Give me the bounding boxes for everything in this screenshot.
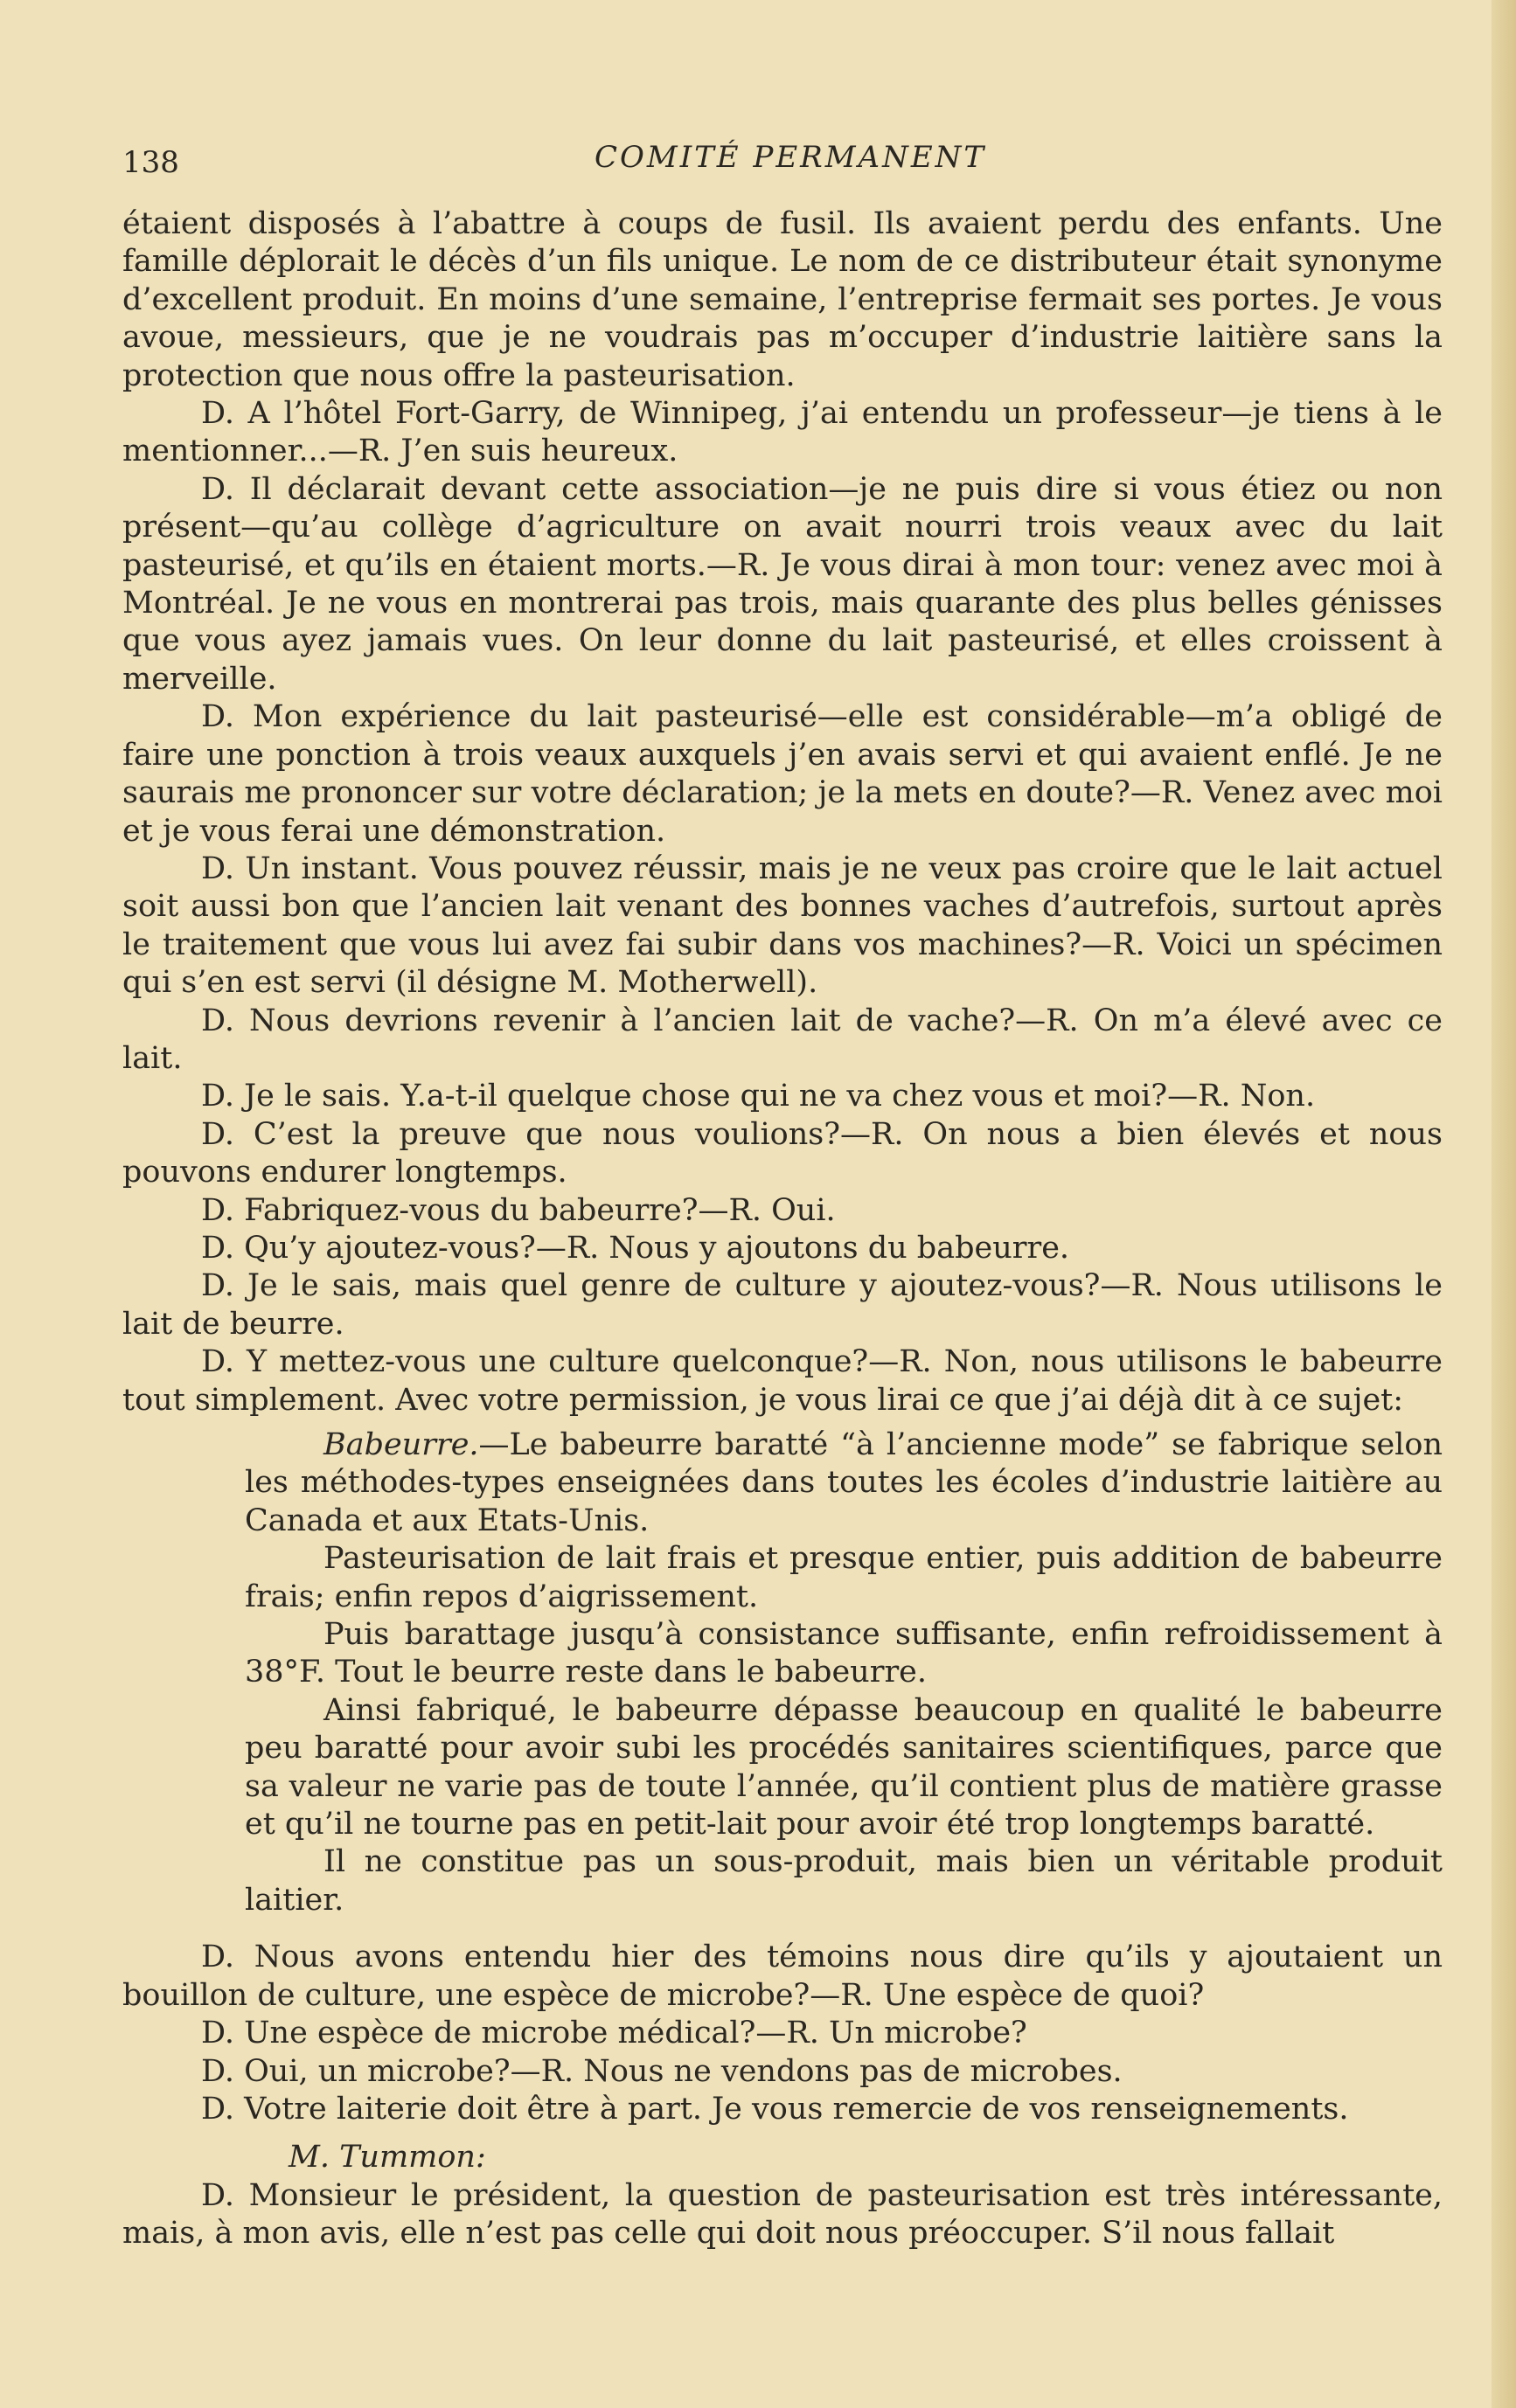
paragraph: D. Nous avons entendu hier des témoins nous dire qu’ils y ajoutaient un bouillon de culture, une espèce de microbe?—R. Une espèce de quoi? (122, 1940, 1443, 2013)
paragraph: D. Je le sais. Y.a-t-il quelque chose qui ne va chez vous et moi?—R. Non. (201, 1079, 1316, 1114)
paragraph: D. Nous devrions revenir à l’ancien lait de vache?—R. On m’a élevé avec ce lait. (122, 1003, 1443, 1076)
paragraph: D. Oui, un microbe?—R. Nous ne vendons pas de microbes. (201, 2053, 1123, 2089)
page-edge (1492, 0, 1516, 2408)
page-number: 138 (122, 145, 179, 180)
quote-paragraph: Il ne constitue pas un sous-produit, mais bien un véritable produit laitier. (245, 1844, 1443, 1918)
quote-paragraph: Ainsi fabriqué, le babeurre dépasse beaucoup en qualité le babeurre peu baratté pour avoir subi les procédés sanitaires scientifiques, parce que sa valeur ne varie pas de toute l’année, qu’il contient plus de matière grasse et qu’il ne tourne pas en petit-lait pour avoir été trop longtemps baratté. (245, 1692, 1443, 1842)
page-header (122, 140, 1451, 184)
quote-paragraph: Pasteurisation de lait frais et presque entier, puis addition de babeurre frais; enfin repos d’aigrissement. (245, 1541, 1443, 1614)
quote-paragraph (245, 1426, 1443, 1540)
quote-first-text: —Le babeurre baratté “à l’ancienne mode” se fabrique selon les méthodes-types enseignées dans toutes les écoles d’industrie laitière au Canada et aux Etats-Unis. (245, 1427, 1443, 1538)
paragraph: étaient disposés à l’abattre à coups de fusil. Ils avaient perdu des enfants. Une famille déplorait le décès d’un fils unique. Le nom de ce distributeur était synonyme d’excellent produit. En moins d’une semaine, l’entreprise fermait ses portes. Je vous avoue, messieurs, que je ne voudrais pas m’occuper d’industrie laitière sans la protection que nous offre la pasteurisation. (122, 206, 1443, 393)
paragraph: D. Votre laiterie doit être à part. Je vous remercie de vos renseignements. (201, 2091, 1349, 2127)
quote-paragraph: Puis barattage jusqu’à consistance suffisante, enfin refroidissement à 38°F. Tout le beurre reste dans le babeurre. (245, 1617, 1443, 1690)
speaker-label: M. Tummon: (289, 2140, 486, 2176)
block-quote (122, 1426, 1443, 1919)
paragraph: D. Une espèce de microbe médical?—R. Un microbe? (201, 2016, 1027, 2051)
paragraph: D. Un instant. Vous pouvez réussir, mais je ne veux pas croire que le lait actuel soit aussi bon que l’ancien lait venant des bonnes vaches d’autrefois, surtout après le traitement que vous lui avez fai subir dans vos machines?—R. Voici un spécimen qui s’en est servi (il désigne M. Motherwell). (122, 850, 1443, 1001)
paragraph: D. Mon expérience du lait pasteurisé—elle est considérable—m’a obligé de faire une ponction à trois veaux auxquels j’en avais servi et qui avaient enflé. Je ne saurais me prononcer sur votre déclaration; je la mets en doute?—R. Venez avec moi et je vous ferai une démonstration. (122, 699, 1443, 849)
paragraph: D. C’est la preuve que nous voulions?—R. On nous a bien élevés et nous pouvons endurer longtemps. (122, 1116, 1443, 1190)
paragraph: D. Il déclarait devant cette association—je ne puis dire si vous étiez ou non présent—qu’au collège d’agriculture on avait nourri trois veaux avec du lait pasteurisé, et qu’ils en étaient morts.—R. Je vous dirai à mon tour: venez avec moi à Montréal. Je ne vous en montrerai pas trois, mais quarante des plus belles génisses que vous ayez jamais vues. On leur donne du lait pasteurisé, et elles croissent à merveille. (122, 471, 1443, 697)
paragraph: D. Je le sais, mais quel genre de culture y ajoutez-vous?—R. Nous utilisons le lait de beurre. (122, 1268, 1443, 1342)
paragraph: D. Fabriquez-vous du babeurre?—R. Oui. (201, 1192, 836, 1228)
paragraph: D. Monsieur le président, la question de pasteurisation est très intéressante, mais, à mon avis, elle n’est pas celle qui doit nous préoccuper. S’il nous fallait (122, 2177, 1443, 2252)
paragraph: D. A l’hôtel Fort-Garry, de Winnipeg, j’ai entendu un professeur—je tiens à le mentionner...—R. J’en suis heureux. (122, 396, 1443, 469)
paragraph: D. Y mettez-vous une culture quelconque?—R. Non, nous utilisons le babeurre tout simplement. Avec votre permission, je vous lirai ce que j’ai déjà dit à ce sujet: (122, 1344, 1443, 1418)
quote-title: Babeurre. (323, 1427, 479, 1462)
page-body (122, 205, 1443, 2253)
running-title: COMITÉ PERMANENT (595, 140, 987, 175)
paragraph: D. Qu’y ajoutez-vous?—R. Nous y ajoutons du babeurre. (201, 1230, 1070, 1266)
